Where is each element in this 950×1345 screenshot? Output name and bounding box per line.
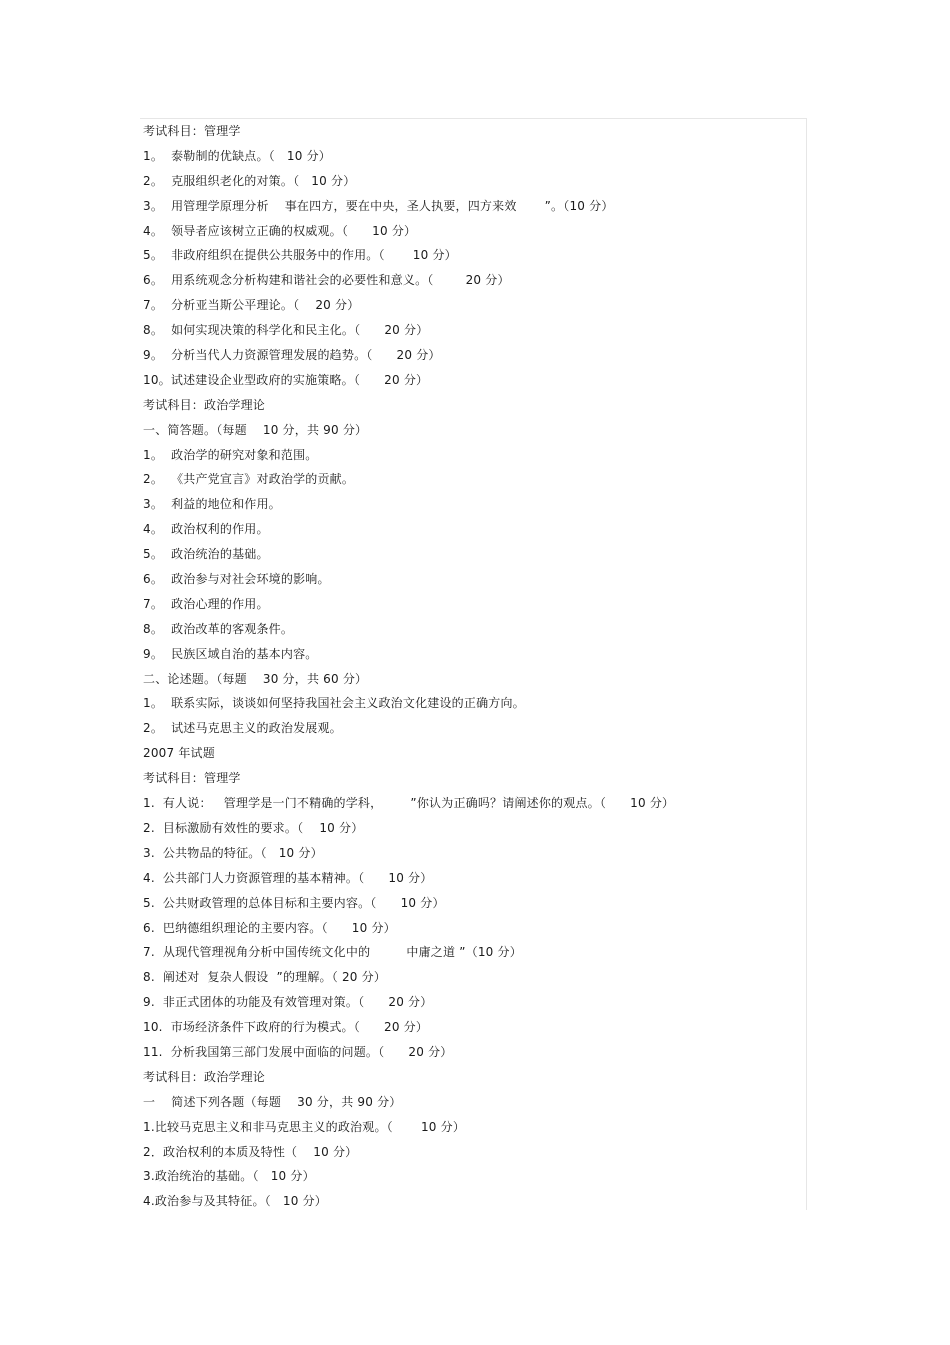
part-heading: 二、论述题。（每题 30 分，共 60 分） — [143, 671, 368, 686]
question-line: 11. 分析我国第三部门发展中面临的问题。（ 20 分） — [143, 1044, 453, 1059]
question-line: 3。 用管理学原理分析 事在四方，要在中央，圣人执要，四方来效 ”。（10 分） — [143, 198, 614, 213]
question-line: 9。 民族区域自治的基本内容。 — [143, 646, 318, 661]
question-line: 4。 政治权利的作用。 — [143, 522, 269, 537]
section-heading: 考试科目：管理学 — [143, 771, 241, 786]
question-line: 1.比较马克思主义和非马克思主义的政治观。（ 10 分） — [143, 1119, 466, 1134]
question-line: 8. 阐述对 复杂人假设 ”的理解。（ 20 分） — [143, 970, 387, 985]
question-line: 4. 公共部门人力资源管理的基本精神。（ 10 分） — [143, 870, 433, 885]
question-line: 9. 非正式团体的功能及有效管理对策。（ 20 分） — [143, 995, 433, 1010]
question-line: 3.政治统治的基础。（ 10 分） — [143, 1169, 315, 1184]
question-line: 9。 分析当代人力资源管理发展的趋势。（ 20 分） — [143, 348, 441, 363]
question-line: 2。 试述马克思主义的政治发展观。 — [143, 721, 342, 736]
question-line: 3。 利益的地位和作用。 — [143, 497, 281, 512]
question-line: 10. 市场经济条件下政府的行为模式。（ 20 分） — [143, 1020, 429, 1035]
part-heading: 一、简答题。（每题 10 分，共 90 分） — [143, 422, 368, 437]
year-heading: 2007 年试题 — [143, 746, 215, 761]
question-line: 8。 如何实现决策的科学化和民主化。（ 20 分） — [143, 323, 429, 338]
question-line: 5。 非政府组织在提供公共服务中的作用。（ 10 分） — [143, 248, 457, 263]
question-line: 1。 联系实际，谈谈如何坚持我国社会主义政治文化建设的正确方向。 — [143, 696, 525, 711]
section-heading: 考试科目：政治学理论 — [143, 397, 266, 412]
question-line: 2. 目标激励有效性的要求。（ 10 分） — [143, 820, 364, 835]
part-heading: 一 简述下列各题（每题 30 分，共 90 分） — [143, 1094, 402, 1109]
question-line: 6。 政治参与对社会环境的影响。 — [143, 572, 330, 587]
question-line: 5。 政治统治的基础。 — [143, 547, 269, 562]
question-line: 1。 泰勒制的优缺点。（ 10 分） — [143, 148, 331, 163]
question-line: 2．政治权利的本质及特性（ 10 分） — [143, 1144, 358, 1159]
question-line: 1。 政治学的研究对象和范围。 — [143, 447, 318, 462]
question-line: 4。 领导者应该树立正确的权威观。（ 10 分） — [143, 223, 417, 238]
question-line: 1. 有人说： 管理学是一门不精确的学科， ”你认为正确吗？请阐述你的观点。（ 10 分） — [143, 796, 675, 811]
question-line: 3. 公共物品的特征。（ 10 分） — [143, 845, 323, 860]
question-line: 10。试述建设企业型政府的实施策略。（ 20 分） — [143, 372, 429, 387]
document-body — [143, 119, 803, 1214]
question-line: 6. 巴纳德组织理论的主要内容。（ 10 分） — [143, 920, 396, 935]
question-line: 8。 政治改革的客观条件。 — [143, 621, 294, 636]
question-line: 2。 克服组织老化的对策。（ 10 分） — [143, 173, 356, 188]
question-line: 4.政治参与及其特征。（ 10 分） — [143, 1194, 327, 1209]
question-line: 6。 用系统观念分析构建和谐社会的必要性和意义。（ 20 分） — [143, 273, 510, 288]
question-line: 7。 政治心理的作用。 — [143, 596, 269, 611]
question-line: 2。 《共产党宣言》对政治学的贡献。 — [143, 472, 355, 487]
question-line: 7. 从现代管理视角分析中国传统文化中的 中庸之道 ”（10 分） — [143, 945, 522, 960]
section-heading: 考试科目：政治学理论 — [143, 1069, 266, 1084]
question-line: 7。 分析亚当斯公平理论。（ 20 分） — [143, 298, 360, 313]
section-heading: 考试科目：管理学 — [143, 124, 241, 138]
question-line: 5. 公共财政管理的总体目标和主要内容。（ 10 分） — [143, 895, 445, 910]
